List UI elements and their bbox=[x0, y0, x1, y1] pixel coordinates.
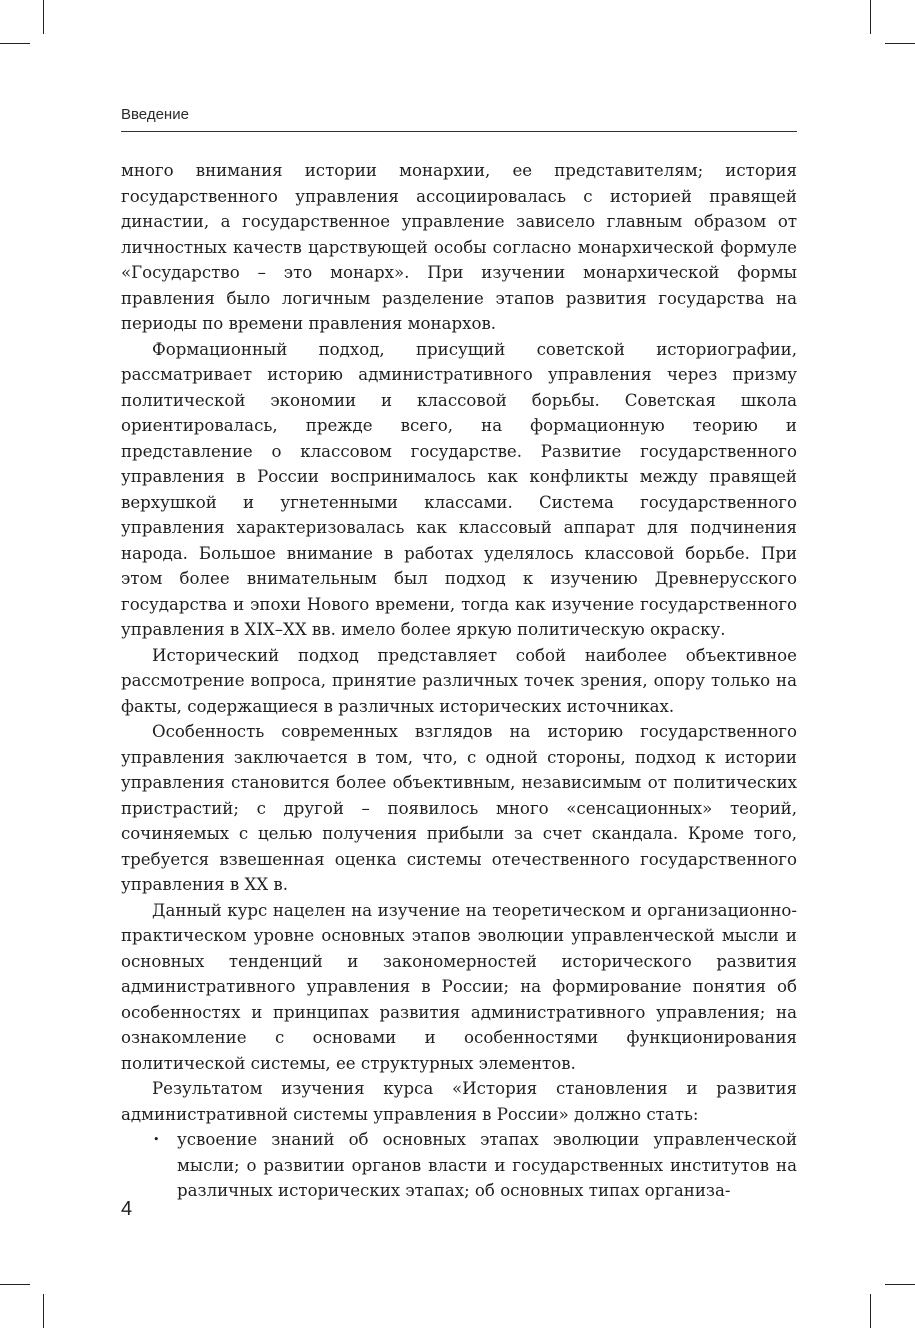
paragraph: Особенность современных взглядов на историю государственного управления заключается в том, что, с одной стороны, подход к истории управления становится более объективным, независимым от политических пристрастий; с другой – появилось много «сенсационных» теорий, сочиняемых с целью получения прибыли за счет скандала. Кроме того, требуется взвешенная оценка системы отечественного государственного управления в XX в. bbox=[121, 722, 797, 894]
paragraph: Данный курс нацелен на изучение на теоретическом и организационно-практическом уровне основных этапов эволюции управленческой мысли и основных тенденций и закономерностей исторического развития административного управления в России; на формирование понятия об особенностях и принципах развития административного управления; на ознакомление с основами и особенностями функционирования политической системы, ее структурных элементов. bbox=[121, 900, 797, 1073]
paragraph: Результатом изучения курса «История становления и развития административной системы управления в России» должно стать: bbox=[121, 1079, 797, 1124]
crop-mark bbox=[885, 43, 915, 44]
crop-mark bbox=[43, 0, 44, 34]
crop-mark bbox=[43, 1294, 44, 1328]
paragraph: Исторический подход представляет собой наиболее объективное рассмотрение вопроса, принятие различных точек зрения, опору только на факты, содержащиеся в различных исторических источниках. bbox=[121, 645, 797, 716]
bullet-icon: • bbox=[153, 1133, 160, 1146]
running-head: Введение bbox=[121, 106, 189, 123]
crop-mark bbox=[885, 1284, 915, 1285]
body-text bbox=[121, 158, 797, 1204]
crop-mark bbox=[0, 1284, 30, 1285]
page-number: 4 bbox=[121, 1198, 133, 1220]
paragraph: много внимания истории монархии, ее представителям; история государственного управления ассоциировалась с историей правящей династии, а государственное управление зависело главным образом от личностных качеств царствующей особы согласно монархической формуле «Государство – это монарх». При изучении монархической формы правления было логичным разделение этапов развития государства на периоды по времени правления монархов. bbox=[121, 161, 797, 333]
list-item-text: усвоение знаний об основных этапах эволюции управленческой мысли; о развитии органов власти и государственных институтов на различных исторических этапах; об основных типах организа- bbox=[177, 1130, 797, 1200]
crop-mark bbox=[870, 1294, 871, 1328]
paragraph: Формационный подход, присущий советской историографии, рассматривает историю административного управления через призму политической экономии и классовой борьбы. Советская школа ориентировалась, прежде всего, на формационную теорию и представление о классовом государстве. Развитие государственного управления в России воспринималось как конфликты между правящей верхушкой и угнетенными классами. Система государственного управления характеризовалась как классовый аппарат для подчинения народа. Большое внимание в работах уделялось классовой борьбе. При этом более внимательным был подход к изучению Древнерусского государства и эпохи Нового времени, тогда как изучение государственного управления в XIX–XX вв. имело более яркую политическую окраску. bbox=[121, 339, 797, 639]
crop-mark bbox=[870, 0, 871, 34]
header-rule bbox=[121, 131, 797, 132]
list-item bbox=[121, 1127, 797, 1204]
crop-mark bbox=[0, 43, 30, 44]
